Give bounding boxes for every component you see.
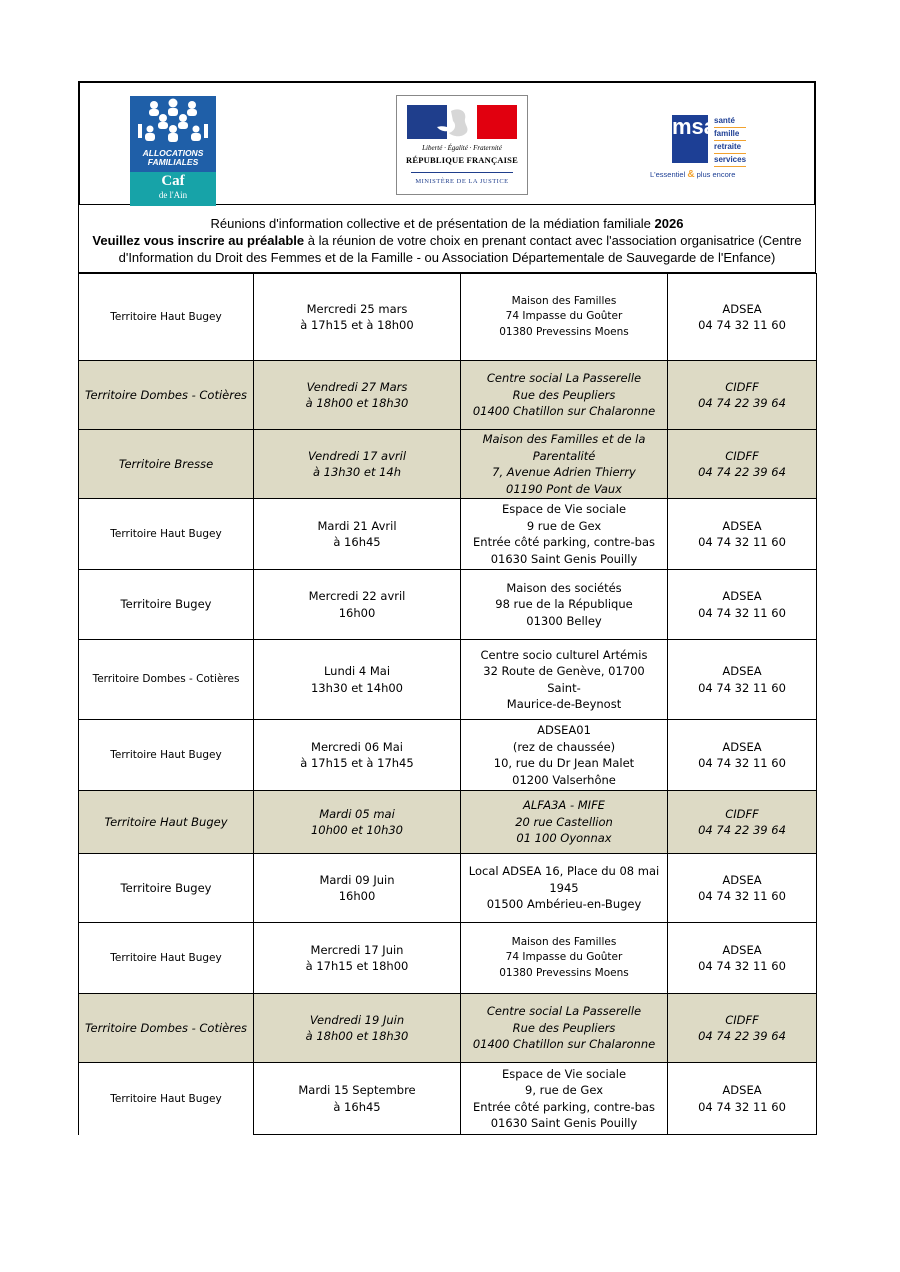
date-line: Vendredi 19 Juin xyxy=(309,1012,405,1027)
address-line: Espace de Vie sociale xyxy=(501,502,627,516)
republique-name: RÉPUBLIQUE FRANÇAISE xyxy=(406,155,518,165)
address-line: 7, Avenue Adrien Thierry xyxy=(492,465,636,479)
session-row xyxy=(79,499,817,570)
address-cell xyxy=(461,361,668,430)
territory-label: Territoire Haut Bugey xyxy=(104,814,228,829)
address-line: 01200 Valserhône xyxy=(512,772,616,787)
address-line: 01380 Prevessins Moens xyxy=(499,966,629,979)
date-line: à 17h15 et à 17h45 xyxy=(300,756,414,770)
date-line: à 16h45 xyxy=(333,1099,381,1114)
date-line: 16h00 xyxy=(338,605,376,620)
date-line: Lundi 4 Mai xyxy=(323,664,391,678)
date-line: 16h00 xyxy=(338,889,376,903)
address-line: 01400 Chatillon sur Chalaronne xyxy=(472,404,656,419)
organizer-phone: 04 74 22 39 64 xyxy=(698,823,786,837)
territory-label: Territoire Haut Bugey xyxy=(110,527,222,540)
territory-cell xyxy=(79,274,254,361)
header-line-3: d'Information du Droit des Femmes et de la Famille - ou Association Départementale de Sauvegarde de l'Enfance) xyxy=(118,250,776,265)
organizer-cell xyxy=(668,430,817,499)
date-line: à 13h30 et 14h xyxy=(312,465,402,479)
address-cell xyxy=(461,430,668,499)
session-row xyxy=(79,854,817,923)
organizer-name: ADSEA xyxy=(722,664,762,678)
date-cell xyxy=(254,430,461,499)
address-line: Maurice-de-Beynost xyxy=(506,697,622,711)
date-line: à 16h45 xyxy=(333,535,381,549)
territory-cell xyxy=(79,570,254,640)
address-line: Maison des Familles xyxy=(511,294,617,307)
msa-logo-letters: msa xyxy=(672,115,708,163)
address-line: 98 rue de la République xyxy=(495,597,633,612)
date-cell xyxy=(254,361,461,430)
organizer-cell xyxy=(668,994,817,1063)
address-line: 74 Impasse du Goûter xyxy=(505,951,623,964)
territory-label: Territoire Haut Bugey xyxy=(110,951,222,964)
header-year: 2026 xyxy=(654,216,684,231)
address-line: 01500 Ambérieu-en-Bugey xyxy=(486,897,642,912)
date-line: Vendredi 27 Mars xyxy=(306,379,408,394)
organizer-cell xyxy=(668,640,817,720)
date-cell xyxy=(254,854,461,923)
organizer-phone: 04 74 32 11 60 xyxy=(698,959,786,973)
ministry-name: MINISTÈRE DE LA JUSTICE xyxy=(415,178,509,185)
organizer-name: CIDFF xyxy=(725,806,759,821)
territory-label: Territoire Dombes - Cotières xyxy=(84,1020,248,1035)
territory-label: Territoire Haut Bugey xyxy=(110,1092,222,1105)
session-row xyxy=(79,791,817,854)
address-line: 01 100 Oyonnax xyxy=(516,831,612,846)
organizer-name: ADSEA xyxy=(722,872,762,887)
msa-word: retraite xyxy=(714,141,746,154)
logo-banner xyxy=(78,81,816,205)
caf-logo-name: Caf xyxy=(161,173,185,189)
territory-cell xyxy=(79,430,254,499)
address-line: 01400 Chatillon sur Chalaronne xyxy=(472,1037,656,1052)
document-frame xyxy=(78,81,816,1135)
address-line: Maison des Familles et de la xyxy=(482,432,646,446)
territory-cell xyxy=(79,854,254,923)
date-line: Mardi 21 Avril xyxy=(317,518,397,533)
address-line: Centre social La Passerelle xyxy=(486,1004,642,1019)
territory-cell xyxy=(79,499,254,570)
date-line: à 18h00 et 18h30 xyxy=(305,1029,409,1043)
territory-label: Territoire Dombes - Cotières xyxy=(92,673,240,686)
organizer-name: ADSEA xyxy=(722,739,762,754)
sessions-table xyxy=(78,273,817,1135)
session-row xyxy=(79,720,817,791)
caf-logo xyxy=(130,96,216,206)
session-row xyxy=(79,430,817,499)
address-cell xyxy=(461,791,668,854)
organizer-name: ADSEA xyxy=(722,942,762,957)
address-line: 74 Impasse du Goûter xyxy=(505,310,623,323)
address-line: 9 rue de Gex xyxy=(526,518,602,533)
territory-label: Territoire Dombes - Cotières xyxy=(84,387,248,402)
territory-label: Territoire Haut Bugey xyxy=(110,310,222,323)
date-line: Mercredi 22 avril xyxy=(308,589,406,603)
territory-cell xyxy=(79,361,254,430)
date-line: Mardi 15 Septembre xyxy=(298,1083,416,1097)
address-cell xyxy=(461,994,668,1063)
date-cell xyxy=(254,994,461,1063)
territory-label: Territoire Bugey xyxy=(120,597,212,612)
organizer-cell xyxy=(668,499,817,570)
organizer-phone: 04 74 32 11 60 xyxy=(698,1099,786,1114)
date-cell xyxy=(254,274,461,361)
address-line: 01190 Pont de Vaux xyxy=(506,481,622,496)
organizer-phone: 04 74 22 39 64 xyxy=(698,465,786,479)
address-cell xyxy=(461,640,668,720)
republique-motto: Liberté · Égalité · Fraternité xyxy=(422,144,502,152)
caf-logo-text: ALLOCATIONS FAMILIALES xyxy=(142,148,204,167)
date-line: Mardi 09 Juin xyxy=(319,872,395,887)
organizer-phone: 04 74 32 11 60 xyxy=(698,680,786,695)
organizer-cell xyxy=(668,361,817,430)
address-cell xyxy=(461,720,668,791)
msa-word: services xyxy=(714,154,746,167)
address-cell xyxy=(461,570,668,640)
territory-cell xyxy=(79,994,254,1063)
address-line: 01380 Prevessins Moens xyxy=(499,325,629,338)
msa-word: famille xyxy=(714,128,746,141)
address-cell xyxy=(461,1063,668,1135)
msa-logo-words xyxy=(714,115,746,167)
organizer-phone: 04 74 22 39 64 xyxy=(698,1029,786,1043)
msa-tagline: L'essentiel & plus encore xyxy=(650,169,736,180)
address-line: 01300 Belley xyxy=(526,613,602,628)
organizer-name: CIDFF xyxy=(725,379,759,394)
msa-word: santé xyxy=(714,115,746,128)
address-line: Local ADSEA 16, Place du 08 mai 1945 xyxy=(468,864,660,895)
address-line: ADSEA01 xyxy=(537,723,591,737)
address-cell xyxy=(461,923,668,994)
organizer-cell xyxy=(668,570,817,640)
address-line: 9, rue de Gex xyxy=(525,1083,603,1097)
organizer-cell xyxy=(668,854,817,923)
date-line: Vendredi 17 avril xyxy=(307,448,407,463)
date-line: à 18h00 et 18h30 xyxy=(305,396,409,410)
session-row xyxy=(79,361,817,430)
date-line: Mercredi 06 Mai xyxy=(311,739,403,754)
territory-cell xyxy=(79,720,254,791)
date-line: Mercredi 25 mars xyxy=(306,301,408,316)
address-line: 01630 Saint Genis Pouilly xyxy=(490,551,638,566)
organizer-name: CIDFF xyxy=(725,448,759,463)
territory-label: Territoire Bresse xyxy=(118,456,214,471)
address-line: Entrée côté parking, contre-bas xyxy=(473,1099,655,1114)
territory-cell xyxy=(79,640,254,720)
date-line: 10h00 et 10h30 xyxy=(310,823,403,837)
organizer-cell xyxy=(668,274,817,361)
address-line: (rez de chaussée) xyxy=(512,739,616,754)
document-header xyxy=(78,205,816,273)
session-row xyxy=(79,1063,817,1135)
header-line-1: Réunions d'information collective et de présentation de la médiation familiale 2026 xyxy=(210,216,684,231)
address-line: 10, rue du Dr Jean Malet xyxy=(493,756,635,770)
address-line: Centre social La Passerelle xyxy=(486,371,642,386)
organizer-cell xyxy=(668,791,817,854)
organizer-cell xyxy=(668,1063,817,1135)
session-row xyxy=(79,994,817,1063)
date-cell xyxy=(254,570,461,640)
organizer-phone: 04 74 22 39 64 xyxy=(698,396,786,410)
address-cell xyxy=(461,499,668,570)
address-line: 01630 Saint Genis Pouilly xyxy=(490,1116,638,1130)
marianne-flag-icon xyxy=(407,105,517,139)
organizer-cell xyxy=(668,923,817,994)
date-line: Mardi 05 mai xyxy=(319,806,395,821)
organizer-name: ADSEA xyxy=(722,518,762,533)
msa-logo xyxy=(650,113,760,183)
address-line: Rue des Peupliers xyxy=(512,387,616,402)
header-bold-lead: Veuillez vous inscrire au préalable xyxy=(92,233,305,248)
address-line: Espace de Vie sociale xyxy=(501,1066,627,1081)
address-line: Entrée côté parking, contre-bas xyxy=(473,535,655,549)
caf-logo-sub: de l'Ain xyxy=(158,190,188,200)
address-cell xyxy=(461,854,668,923)
address-line: Centre socio culturel Artémis xyxy=(480,647,648,662)
organizer-phone: 04 74 32 11 60 xyxy=(698,318,786,332)
organizer-phone: 04 74 32 11 60 xyxy=(698,535,786,549)
organizer-name: ADSEA xyxy=(722,1083,762,1097)
organizer-phone: 04 74 32 11 60 xyxy=(698,756,786,770)
territory-cell xyxy=(79,791,254,854)
family-figures-icon xyxy=(130,96,216,148)
address-line: 32 Route de Genève, 01700 Saint- xyxy=(483,664,645,695)
date-line: à 17h15 et 18h00 xyxy=(305,959,409,973)
address-cell xyxy=(461,274,668,361)
organizer-phone: 04 74 32 11 60 xyxy=(698,889,786,903)
organizer-phone: 04 74 32 11 60 xyxy=(698,605,786,620)
date-line: à 17h15 et à 18h00 xyxy=(300,318,414,332)
session-row xyxy=(79,640,817,720)
organizer-name: ADSEA xyxy=(722,301,762,316)
date-line: Mercredi 17 Juin xyxy=(310,942,404,957)
session-row xyxy=(79,274,817,361)
territory-label: Territoire Haut Bugey xyxy=(110,748,222,761)
address-line: ALFA3A - MIFE xyxy=(523,798,605,813)
header-line-2: Veuillez vous inscrire au préalable à la réunion de votre choix en prenant contact avec l'association organisatrice (Centre xyxy=(92,233,802,248)
date-cell xyxy=(254,720,461,791)
address-line: Maison des Familles xyxy=(511,935,617,948)
address-line: 20 rue Castellion xyxy=(515,814,613,829)
territory-cell xyxy=(79,1063,254,1135)
session-row xyxy=(79,923,817,994)
territory-label: Territoire Bugey xyxy=(120,880,212,895)
address-line: Maison des sociétés xyxy=(506,580,622,595)
address-line: Parentalité xyxy=(532,448,596,463)
republique-francaise-logo xyxy=(396,95,528,195)
date-line: 13h30 et 14h00 xyxy=(310,680,403,695)
date-cell xyxy=(254,923,461,994)
session-row xyxy=(79,570,817,640)
organizer-name: CIDFF xyxy=(725,1012,759,1027)
date-cell xyxy=(254,1063,461,1135)
date-cell xyxy=(254,499,461,570)
date-cell xyxy=(254,791,461,854)
organizer-name: ADSEA xyxy=(722,589,762,603)
address-line: Rue des Peupliers xyxy=(512,1020,616,1035)
territory-cell xyxy=(79,923,254,994)
date-cell xyxy=(254,640,461,720)
organizer-cell xyxy=(668,720,817,791)
